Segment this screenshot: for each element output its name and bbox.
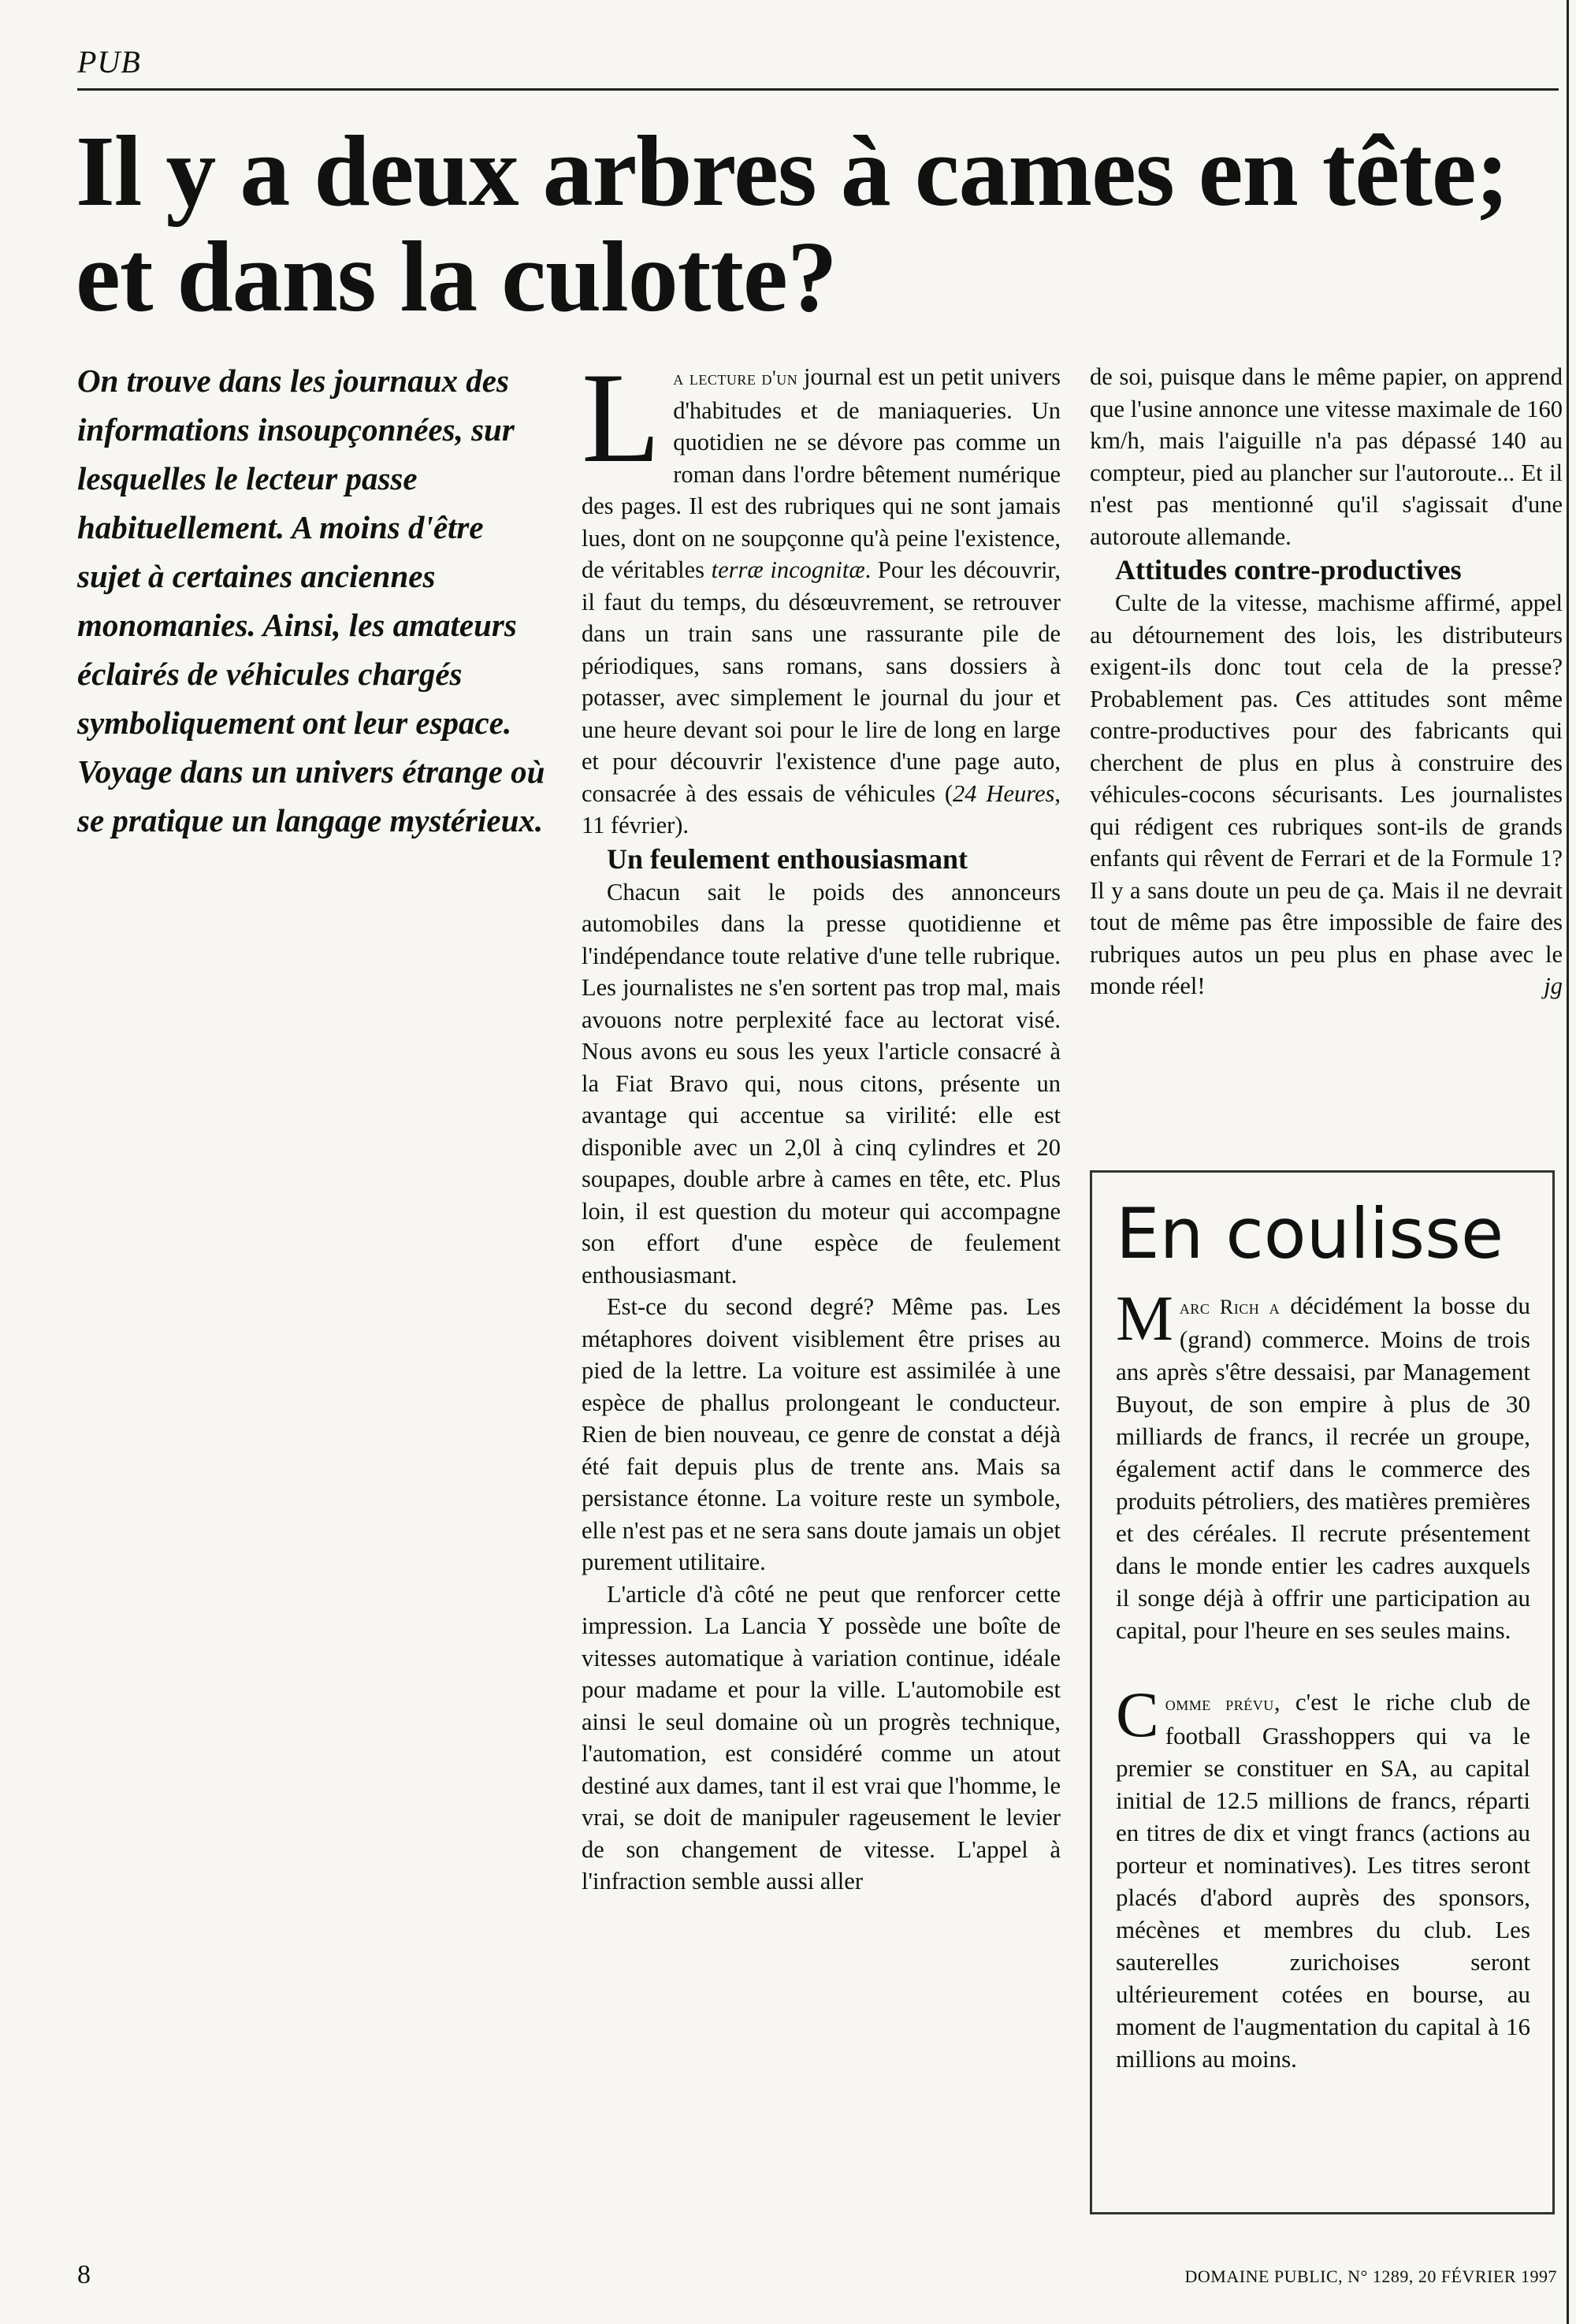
header-rule	[77, 88, 1559, 91]
author-signature: jg	[1544, 972, 1563, 999]
section-label: PUB	[77, 44, 141, 80]
article-paragraph-4: L'article d'à côté ne peut que renforcer cette impression. La Lancia Y possède une boîte de vitesses automatique à variation continue, idéale pour madame et pour la ville. L'automobile est ainsi le seul domaine où un progrès technique, l'automation, est considéré comme un atout destiné aux dames, tant il est vrai que l'homme, le vrai, se doit de manipuler rageusement le levier de son changement de vitesse. L'appel à l'infraction semble aussi aller	[582, 1580, 1061, 1895]
sidebar-item-2	[1116, 1679, 1530, 2075]
sidebar-text: décidément la bosse du (grand) commerce. Moins de trois ans après s'être dessaisi, par Management Buyout, de son empire à plus de 30 milliards de francs, il recrée un groupe, également actif dans le commerce des produits pétroliers, des matières premières et des céréales. Il recrute présentement dans le monde entier les cadres auxquels il songe déjà à offrir une participation au capital, pour l'heure en ses seules mains.	[1116, 1292, 1530, 1644]
subhead-2: Attitudes contre-productives	[1115, 554, 1462, 586]
article-paragraph-1	[582, 347, 1061, 842]
lede	[77, 356, 550, 845]
article-text: , 11 février).	[582, 779, 1061, 838]
article-paragraph-6	[1090, 587, 1563, 1002]
article-citation: 24 Heures	[953, 779, 1055, 807]
article-paragraph-5: de soi, puisque dans le même papier, on apprend que l'usine annonce une vitesse maximale de 160 km/h, mais l'aiguille n'a pas dépassé 140 au compteur, pied au plancher sur l'autoroute... Et il n'est pas mentionné qu'il s'agissait d'une autoroute allemande.	[1090, 363, 1563, 550]
headline	[76, 115, 1557, 333]
page-number: 8	[77, 2260, 91, 2289]
lede-paragraph: On trouve dans les journaux des informations insoupçonnées, sur lesquelles le lecteur passe habituellement. A moins d'être sujet à certaines anciennes monomanies. Ainsi, les amateurs éclairés de véhicules chargés symboliquement ont leur espace.	[77, 363, 517, 741]
article-paragraph-2: Chacun sait le poids des annonceurs automobiles dans la presse quotidienne et l'indépendance toute relative d'une telle rubrique. Les journalistes ne s'en sortent pas trop mal, mais avouons notre perplexité face au lectorat visé. Nous avons eu sous les yeux l'article consacré à la Fiat Bravo qui, nous citons, présente un avantage qui accentue sa virilité: elle est disponible avec un 2,0l à cinq cylindres et 20 soupapes, double arbre à cames en tête, etc. Plus loin, il est question du moteur qui accompagne son effort d'une espèce de feulement enthousiasmant.	[582, 878, 1061, 1288]
lead-smallcaps: a lecture d'un	[673, 366, 798, 389]
article-italic: terræ incognitæ	[711, 556, 865, 583]
headline-line-1: Il y a deux arbres à cames en tête;	[76, 115, 1509, 227]
headline-line-2: et dans la culotte?	[76, 221, 837, 333]
article-text: Culte de la vitesse, machisme affirmé, appel au détournement des lois, les distributeurs exigent-ils donc tout cela de la presse? Probablement pas. Ces attitudes sont même contre-productives pour des fabricants qui cherchent de plus en plus à construire des véhicules-cocons sécurisants. Les journalistes qui rédigent ces rubriques sont-ils de grands enfants qui rêvent de Ferrari et de la Formule 1? Il y a sans doute un peu de ça. Mais il ne devrait tout de même pas être impossible de faire des rubriques autos un peu plus en phase avec le monde réel!	[1090, 589, 1563, 999]
article-paragraph-3: Est-ce du second degré? Même pas. Les métaphores doivent visiblement être prises au pied de la lettre. La voiture est assimilée à une espèce de phallus prolongeant le conducteur. Rien de bien nouveau, ce genre de constat a déjà été fait depuis plus de trente ans. Mais sa persistance étonne. La voiture reste un symbole, elle n'est pas et ne sera sans doute jamais un objet purement utilitaire.	[582, 1293, 1061, 1575]
sidebar-box	[1090, 1170, 1555, 2214]
sidebar-item-1	[1116, 1282, 1530, 1646]
subhead-1: Un feulement enthousiasmant	[607, 842, 968, 875]
lede-paragraph-2: Voyage dans un univers étrange où se pratique un langage mystérieux.	[77, 753, 545, 838]
lead-smallcaps: omme prévu	[1165, 1692, 1274, 1715]
page-edge-rule	[1567, 0, 1569, 2324]
article-text: . Pour les découvrir, il faut du temps, du désœuvrement, se retrouver dans un train sans une rassurante pile de périodiques, sans romans, sans dossiers à potasser, avec simplement le journal du jour et une heure devant soi pour le lire de long en large et pour découvrir l'existence d'une page auto, consacrée à des essais de véhicules (	[582, 556, 1061, 807]
article-column-2	[1090, 361, 1563, 1002]
drop-cap: M	[1116, 1282, 1173, 1354]
drop-cap: L	[582, 347, 661, 489]
article-column-1	[582, 347, 1061, 1898]
sidebar-title: En coulisse	[1116, 1193, 1504, 1274]
article-text: journal est un petit univers d'habitudes et de maniaqueries. Un quotidien ne se dévore pas comme un roman dans l'ordre bêtement numérique des pages. Il est des rubriques qui ne sont jamais lues, dont on ne soupçonne qu'à peine l'existence, de véritables	[582, 363, 1061, 583]
publication-footer: DOMAINE PUBLIC, N° 1289, 20 FÉVRIER 1997	[1184, 2266, 1557, 2286]
lead-smallcaps: arc Rich a	[1179, 1296, 1280, 1318]
drop-cap: C	[1116, 1679, 1159, 1750]
sidebar-text: , c'est le riche club de football Grasshoppers qui va le premier se constituer en SA, au capital initial de 12.5 millions de francs, réparti en titres de dix et vingt francs (actions au porteur et nominatives). Les titres seront placés d'abord auprès des sponsors, mécènes et membres du club. Les sauterelles zurichoises seront ultérieurement cotées en bourse, au moment de l'augmentation du capital à 16 millions au moins.	[1116, 1688, 1530, 2073]
